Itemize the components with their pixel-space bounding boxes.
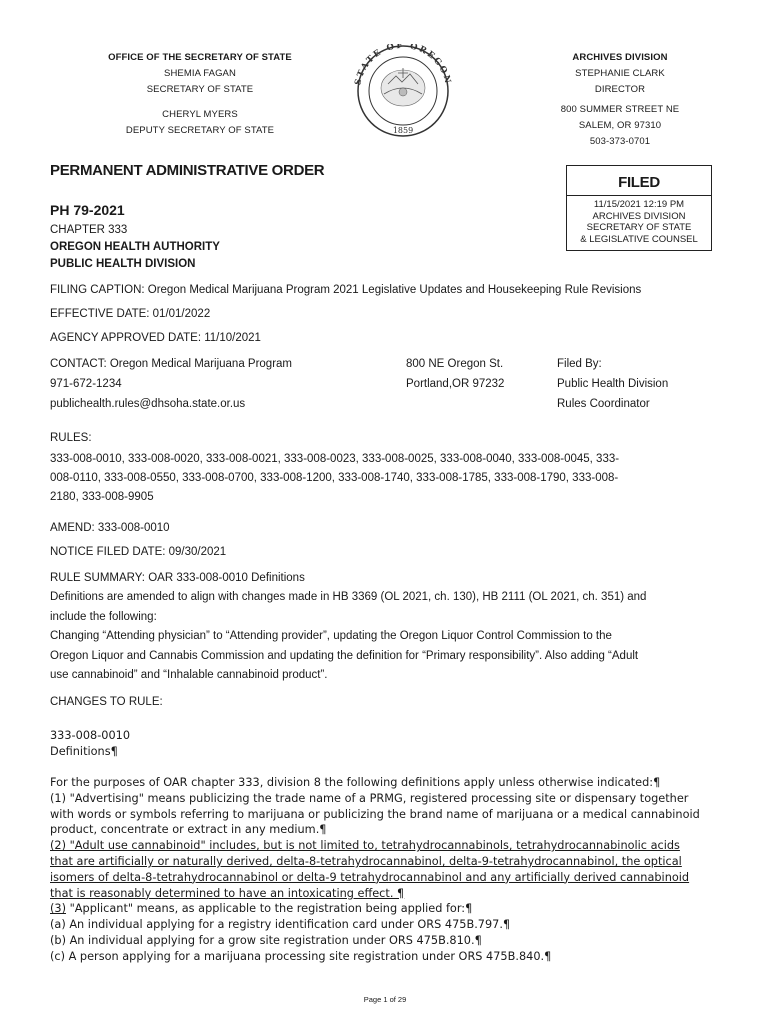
filed-by-name: Public Health Division [557, 378, 669, 390]
rule-intro: For the purposes of OAR chapter 333, division 8 the following definitions apply unless otherwise indicated:¶ [50, 776, 661, 789]
filed-datetime: 11/15/2021 12:19 PM [593, 199, 685, 210]
notice-filed-date: NOTICE FILED DATE: 09/30/2021 [50, 546, 227, 558]
secretary-title: SECRETARY OF STATE [146, 84, 254, 95]
chapter: CHAPTER 333 [50, 224, 128, 236]
definition-line: that are artificially or naturally derived, delta-8-tetrahydrocannabinol, delta-9-tetrahydrocannabinol, the optical [50, 854, 682, 868]
filing-caption: FILING CAPTION: Oregon Medical Marijuana Program 2021 Legislative Updates and Housekeeping Rule Revisions [50, 284, 642, 296]
contact-phone: 971-672-1234 [50, 378, 122, 390]
summary-line: Definitions are amended to align with changes made in HB 3369 (OL 2021, ch. 130), HB 2111 (OL 2021, ch. 351) and [50, 591, 647, 603]
effective-date: EFFECTIVE DATE: 01/01/2022 [50, 308, 211, 320]
contact-email: publichealth.rules@dhsoha.state.or.us [50, 398, 246, 410]
archives-phone: 503-373-0701 [589, 136, 651, 147]
deputy-name: CHERYL MYERS [162, 109, 238, 120]
archives-city: SALEM, OR 97310 [578, 120, 662, 131]
seal-text: STATE OF OREGON [353, 44, 453, 87]
rules-label: RULES: [50, 432, 92, 444]
definition-1 [50, 791, 730, 838]
contact-street: 800 NE Oregon St. [406, 358, 504, 370]
office-name: OFFICE OF THE SECRETARY OF STATE [108, 52, 292, 63]
definition-line: "Adult use cannabinoid" includes, but is not limited to, tetrahydrocannabinols, tetrahydrocannabinolic acids [66, 839, 680, 853]
seal-year: 1859 [392, 126, 414, 135]
filed-by-label: Filed By: [557, 358, 602, 370]
rule-summary-body [50, 588, 720, 686]
contact-name: CONTACT: Oregon Medical Marijuana Program [50, 358, 293, 370]
filed-line-3: SECRETARY OF STATE [586, 222, 692, 233]
agency: OREGON HEALTH AUTHORITY [50, 241, 220, 253]
filed-by-role: Rules Coordinator [557, 398, 650, 410]
summary-line: use cannabinoid” and “Inhalable cannabinoid product”. [50, 669, 328, 681]
summary-line: Changing “Attending physician” to “Attending provider”, updating the Oregon Liquor Control Commission to the [50, 630, 612, 642]
header-right [540, 50, 700, 150]
definition-line: that is reasonably determined to have an intoxicating effect. ¶ [50, 886, 405, 900]
rules-line-3: 2180, 333-008-9905 [50, 491, 154, 503]
summary-line: Oregon Liquor and Cannabis Commission and updating the definition for “Primary responsibility”. Also adding “Adult [50, 649, 639, 662]
archives-division: ARCHIVES DIVISION [572, 52, 668, 63]
definition-2-added [50, 838, 730, 901]
division: PUBLIC HEALTH DIVISION [50, 258, 196, 270]
filed-by-column [557, 354, 668, 414]
rules-line-2: 008-0110, 333-008-0550, 333-008-0700, 333-008-1200, 333-008-1740, 333-008-1785, 333-008-1790, 333-008- [50, 472, 619, 484]
contact-column [50, 354, 292, 414]
secretary-name: SHEMIA FAGAN [164, 68, 236, 79]
filed-line-2: ARCHIVES DIVISION [592, 210, 686, 222]
order-number: PH 79-2021 [50, 202, 125, 218]
header-left [95, 50, 305, 139]
address-column [406, 354, 504, 394]
order-chapter-block [50, 222, 220, 273]
rule-summary-heading: RULE SUMMARY: OAR 333-008-0010 Definitions [50, 572, 305, 584]
filed-line-4: & LEGISLATIVE COUNSEL [580, 233, 698, 245]
definition-line: (1) "Advertising" means publicizing the trade name of a PRMG, registered processing site or dispensary together [50, 791, 689, 805]
definition-number: (2) [50, 839, 67, 853]
definition-line: (b) An individual applying for a grow site registration under ORS 475B.810.¶ [50, 933, 482, 947]
approved-date: AGENCY APPROVED DATE: 11/10/2021 [50, 332, 261, 344]
deputy-title: DEPUTY SECRETARY OF STATE [125, 125, 275, 136]
summary-line: include the following: [50, 610, 157, 623]
director-name: STEPHANIE CLARK [575, 68, 665, 79]
rule-body [50, 775, 730, 965]
filed-divider [567, 195, 711, 196]
definition-number: (3) [50, 902, 67, 916]
definition-line: (a) An individual applying for a registry identification card under ORS 475B.797.¶ [50, 918, 511, 932]
page-number: Page 1 of 29 [363, 995, 407, 1004]
definition-line: with words or symbols referring to marijuana or publicizing the brand name of marijuana or a medical cannabinoid [50, 807, 700, 821]
changes-to-rule-label: CHANGES TO RULE: [50, 696, 163, 708]
rule-number: 333-008-0010 [50, 729, 131, 742]
rules-list [50, 450, 710, 507]
amend-line: AMEND: 333-008-0010 [50, 522, 170, 534]
filed-title: FILED [618, 174, 660, 191]
contact-city: Portland,OR 97232 [406, 378, 505, 390]
filed-lines [567, 199, 711, 245]
order-title: PERMANENT ADMINISTRATIVE ORDER [50, 162, 325, 179]
definition-line: isomers of delta-8-tetrahydrocannabinol or delta-9 tetrahydrocannabinol and any artificially derived cannabinoid [50, 870, 690, 884]
definition-3 [50, 901, 730, 964]
oregon-state-seal [344, 44, 462, 138]
rule-title: Definitions¶ [50, 745, 118, 758]
definition-line: (c) A person applying for a marijuana processing site registration under ORS 475B.840.¶ [50, 949, 552, 963]
definition-line: "Applicant" means, as applicable to the registration being applied for:¶ [66, 902, 473, 916]
director-title: DIRECTOR [594, 84, 646, 95]
rules-line-1: 333-008-0010, 333-008-0020, 333-008-0021, 333-008-0023, 333-008-0025, 333-008-0040, 333-008-0045, 333- [50, 453, 620, 465]
filed-stamp [566, 165, 712, 251]
definition-line: product, concentrate or extract in any medium.¶ [50, 823, 327, 837]
archives-street: 800 SUMMER STREET NE [560, 104, 680, 115]
